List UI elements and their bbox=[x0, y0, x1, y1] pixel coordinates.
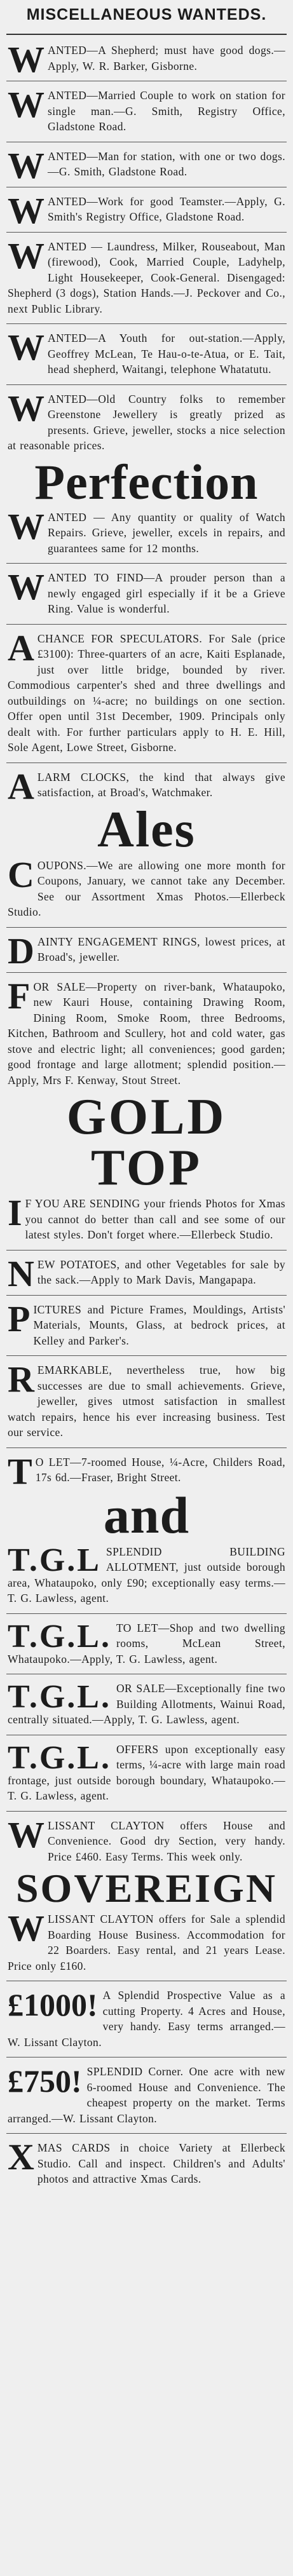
classified-ad bbox=[6, 853, 287, 920]
section-heading: MISCELLANEOUS WANTEDS. bbox=[26, 6, 267, 24]
banner-and: and bbox=[103, 1486, 190, 1544]
ad-text: O LET—7-roomed House, ¼-Acre, Childers Road, 17s 6d.—Fraser, Bright Street. bbox=[35, 1455, 285, 1484]
ad-text: ANTED—A Youth for out-station.—Apply, Geoffrey McLean, Te Hau-o-te-Atua, or E. Tait, head shepherd, Waitangi, telephone Whatatutu. bbox=[48, 332, 285, 376]
divider bbox=[6, 624, 287, 625]
drop-cap: W bbox=[8, 39, 44, 80]
classified-ad bbox=[6, 2136, 287, 2187]
ad-text: ANTED—A Shepherd; must have good dogs.—Apply, W. R. Barker, Gisborne. bbox=[48, 44, 285, 72]
classified-ad bbox=[6, 84, 287, 135]
classified-ad bbox=[6, 189, 287, 231]
divider bbox=[6, 1295, 287, 1296]
drop-cap: T.G.L bbox=[8, 1542, 101, 1578]
banner-gold-top: GOLD TOP bbox=[66, 1089, 227, 1196]
divider bbox=[6, 2133, 287, 2134]
divider bbox=[6, 563, 287, 564]
ad-text: OR SALE—Property on river-bank, Whataupoko, new Kauri House, containing Drawing Room, Dining Room, Smoke Room, three Bedrooms, Kitchen, Bathroom and Scullery, hot and cold water, gas stove and electric light; all conveniences; good garden; good frontage and large allotment; splendid position.—Apply, Mrs F. Kenway, Stout Street. bbox=[8, 980, 285, 1087]
classified-ad bbox=[6, 1620, 287, 1667]
classified-ad bbox=[6, 39, 287, 80]
ad-text: ANTED TO FIND—A prouder person than a newly engaged girl especially if it be a Grieve Ring. Value is wonderful. bbox=[48, 571, 285, 615]
drop-cap: I bbox=[8, 1192, 22, 1233]
divider bbox=[6, 232, 287, 233]
ad-text: SPLENDID Corner. One acre with new 6-roomed House and Convenience. The cheapest property on the market. Terms arranged.—W. Lissant Clayton. bbox=[8, 2065, 285, 2125]
banner-ales: Ales bbox=[97, 801, 196, 858]
classified-ad bbox=[6, 566, 287, 617]
ad-text: ANTED—Work for good Teamster.—Apply, G. Smith's Registry Office, Gladstone Road. bbox=[48, 194, 285, 223]
banner-perfection: Perfection bbox=[34, 454, 259, 510]
divider bbox=[6, 972, 287, 973]
ad-text: ANTED — Laundress, Milker, Rouseabout, Man (firewood), Cook, Married Couple, Ladyhelp, Light Housekeeper, Cook-General. Disengaged: Shepherd (3 dogs), Station Hands.—J. Peckover and Co., next Public Library. bbox=[8, 240, 285, 315]
divider bbox=[6, 34, 287, 35]
divider bbox=[6, 1613, 287, 1614]
ad-text: OR SALE—Exceptionally fine two Building Allotments, Wainui Road, centrally situated.—Apply, T. G. Lawless, agent. bbox=[8, 1682, 285, 1726]
ad-text: ANTED—Married Couple to work on station for single man.—G. Smith, Registry Office, Gladstone Road. bbox=[48, 89, 285, 133]
ad-text: LISSANT CLAYTON offers House and Convenience. Good dry Section, very handy. Price £460. Easy Terms. This week only. bbox=[48, 1819, 285, 1863]
drop-cap: P bbox=[8, 1298, 31, 1339]
classified-ad bbox=[6, 387, 287, 454]
banner-sovereign: SOVEREIGN bbox=[15, 1866, 278, 1911]
ad-text: LISSANT CLAYTON offers for Sale a splendid Boarding House Business. Accommodation for 22 Boarders. Easy rental, and 21 years Lease. Price only £160. bbox=[8, 1913, 285, 1972]
drop-cap: W bbox=[8, 144, 44, 186]
drop-cap: D bbox=[8, 930, 34, 972]
classified-ad bbox=[6, 2064, 287, 2126]
classified-ad bbox=[6, 1988, 287, 2050]
ad-text: ANTED — Any quantity or quality of Watch Repairs. Grieve, jeweller, excels in repairs, and guarantees same for 12 months. bbox=[48, 510, 285, 555]
drop-cap: T.G.L. bbox=[8, 1618, 111, 1655]
ad-text: AINTY ENGAGEMENT RINGS, lowest prices, at Broad's, jeweller. bbox=[37, 935, 285, 963]
ad-text: MAS CARDS in choice Variety at Ellerbeck Studio. Call and inspect. Children's and Adults' photos and attractive Xmas Cards. bbox=[37, 2141, 285, 2185]
classified-ad bbox=[6, 144, 287, 186]
advertisement-column bbox=[6, 4, 287, 2187]
classified-ad bbox=[6, 234, 287, 317]
ad-text: CHANCE FOR SPECULATORS. For Sale (price £3100): Three-quarters of an acre, Kaiti Esplanade, just over little bridge, bounded by river. Commodious carpenter's shed and three dwellings and outbuildings on ¼-acre; no buildings on one section. Offer open until 31st December, 1909. Principals only dealt with. For further particulars apply to H. E. Hill, Sole Agent, Lowe Street, Gisborne. bbox=[8, 632, 285, 754]
classified-ad bbox=[6, 505, 287, 557]
drop-cap: W bbox=[8, 1908, 44, 1949]
ad-text: LARM CLOCKS, the kind that always give satisfaction, at Broad's, Watchmaker. bbox=[37, 770, 285, 799]
drop-cap: W bbox=[8, 387, 44, 429]
classified-ad bbox=[6, 1544, 287, 1606]
classified-ad bbox=[6, 627, 287, 756]
classified-ad bbox=[6, 1252, 287, 1294]
drop-cap: A bbox=[8, 627, 34, 668]
ad-text: A Splendid Prospective Value as a cutting Property. 4 Acres and House, very handy. Easy terms arranged.—W. Lissant Clayton. bbox=[8, 1989, 285, 2049]
drop-cap: C bbox=[8, 853, 34, 895]
divider bbox=[6, 1250, 287, 1251]
ad-text: SPLENDID BUILDING ALLOTMENT, just outside borough area, Whataupoko, only £90; exceptionally easy terms.—T. G. Lawless, agent. bbox=[8, 1545, 285, 1604]
drop-cap: W bbox=[8, 505, 44, 547]
ad-text: ANTED—Man for station, with one or two dogs.—G. Smith, Gladstone Road. bbox=[48, 149, 285, 178]
ad-text: OUPONS.—We are allowing one more month for Coupons, January, we cannot take any December. See our Assortment Xmas Photos.—Ellerbeck Studio. bbox=[8, 858, 285, 918]
classified-ad bbox=[6, 1813, 287, 1865]
ad-text: ICTURES and Picture Frames, Mouldings, Artists' Materials, Mounts, Glass, at bedrock prices, at Kelley and Parker's. bbox=[33, 1303, 285, 1347]
drop-cap: R bbox=[8, 1359, 34, 1400]
ad-text: TO LET—Shop and two dwelling rooms, McLean Street, Whataupoko.—Apply, T. G. Lawless, agent. bbox=[8, 1621, 285, 1665]
drop-cap: T.G.L. bbox=[8, 1739, 111, 1776]
divider bbox=[6, 927, 287, 928]
classified-ad bbox=[6, 1450, 287, 1492]
classified-ad bbox=[6, 1908, 287, 1974]
drop-cap: T.G.L. bbox=[8, 1679, 111, 1715]
classified-ad bbox=[6, 1681, 287, 1728]
divider bbox=[6, 1811, 287, 1812]
ad-text: ANTED—Old Country folks to remember Greenstone Jewellery is greatly prized as presents. Grieve, jeweller, stocks a nice selection at reasonable prices. bbox=[8, 392, 285, 452]
classified-ad bbox=[6, 930, 287, 972]
ad-text: OFFERS upon exceptionally easy terms, ¼-acre with large main road frontage, just outside borough boundary, Whataupoko.—T. G. Lawless, agent. bbox=[8, 1742, 285, 1802]
classified-ad bbox=[6, 765, 287, 807]
drop-cap: £750! bbox=[8, 2063, 82, 2099]
drop-cap: N bbox=[8, 1252, 34, 1294]
drop-cap: T bbox=[8, 1450, 32, 1492]
drop-cap: F bbox=[8, 975, 31, 1017]
drop-cap: W bbox=[8, 234, 44, 276]
classified-ad bbox=[6, 1739, 287, 1804]
divider bbox=[6, 384, 287, 385]
ad-text: EMARKABLE, nevertheless true, how big successes are due to small achievements. Grieve, jeweller, gives utmost satisfaction in smallest watch repairs, hence his ever increasing business. Test our service. bbox=[8, 1364, 285, 1439]
drop-cap: W bbox=[8, 327, 44, 368]
classified-ad bbox=[6, 1192, 287, 1243]
drop-cap: A bbox=[8, 765, 34, 807]
divider bbox=[6, 1355, 287, 1356]
drop-cap: W bbox=[8, 566, 44, 607]
classified-ad bbox=[6, 1359, 287, 1441]
divider bbox=[6, 323, 287, 324]
classified-ad bbox=[6, 1298, 287, 1349]
classified-ad bbox=[6, 327, 287, 377]
classified-ad bbox=[6, 975, 287, 1088]
ad-text: F YOU ARE SENDING your friends Photos for Xmas you cannot do better than call and see some of our latest styles. Don't forget where.—Ellerbeck Studio. bbox=[25, 1197, 285, 1241]
drop-cap: W bbox=[8, 189, 44, 231]
drop-cap: W bbox=[8, 1813, 44, 1855]
divider bbox=[6, 1447, 287, 1448]
drop-cap: W bbox=[8, 84, 44, 125]
drop-cap: X bbox=[8, 2136, 34, 2178]
ad-text: EW POTATOES, and other Vegetables for sale by the sack.—Apply to Mark Davis, Mangapapa. bbox=[37, 1257, 285, 1286]
drop-cap: £1000! bbox=[8, 1987, 98, 2023]
